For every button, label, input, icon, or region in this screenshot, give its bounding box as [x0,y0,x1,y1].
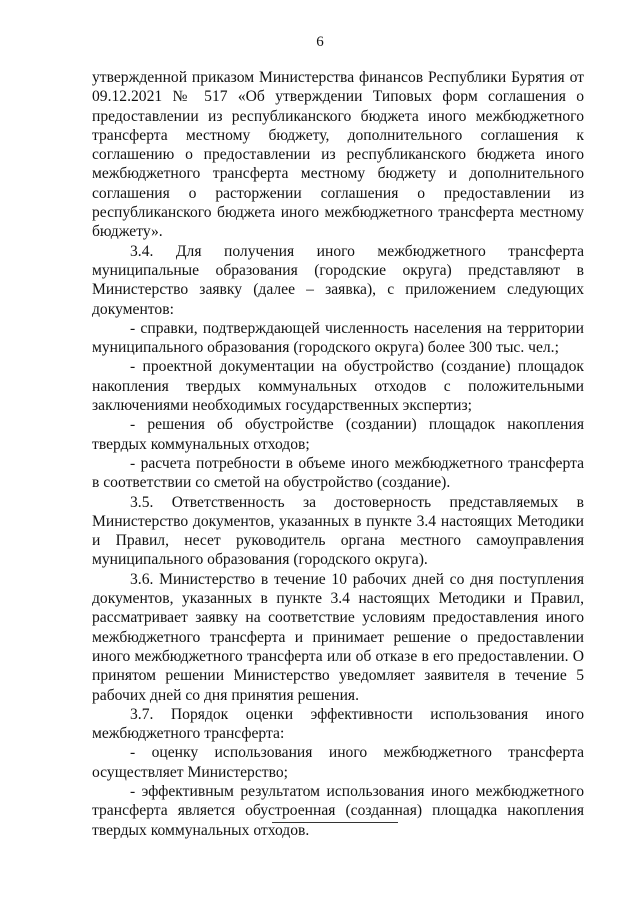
end-of-document-rule [272,822,398,823]
paragraph-continuation: утвержденной приказом Министерства финансов Республики Бурятия от 09.12.2021 № 517 «Об утверждении Типовых форм соглашения о предоставлении из республиканского бюджета иного межбюджетного трансферта местному бюджету, дополнительного соглашения к соглашению о предоставлении из республиканского бюджета иного межбюджетного трансферта местному бюджету и дополнительного соглашения о расторжении соглашения о предоставлении из республиканского бюджета иного межбюджетного трансферта местному бюджету». [92,69,584,241]
list-item-project-documentation: - проектной документации на обустройство (создание) площадок накопления твердых коммунальных отходов с положительными заключениями необходимых государственных экспертиз; [92,358,584,415]
list-item-need-calculation: - расчета потребности в объеме иного межбюджетного трансферта в соответствии со сметой на обустройство (создание). [92,454,584,492]
page-number: 6 [316,34,324,50]
list-item-site-decision: - решения об обустройстве (создании) площадок накопления твердых коммунальных отходов; [92,416,584,453]
paragraph-3-4: 3.4. Для получения иного межбюджетного трансферта муниципальные образования (городские округа) представляют в Министерство заявку (далее – заявка), с приложением следующих документов: [92,242,584,318]
paragraph-3-7: 3.7. Порядок оценки эффективности использования иного межбюджетного трансферта: [92,705,584,743]
list-item-evaluation-performer: - оценку использования иного межбюджетного трансферта осуществляет Министерство; [92,744,584,781]
paragraph-3-5: 3.5. Ответственность за достоверность представляемых в Министерство документов, указанных в пункте 3.4 настоящих Методики и Правил, несет руководитель органа местного самоуправления муниципального образования (городского округа). [92,493,584,569]
paragraph-3-6: 3.6. Министерство в течение 10 рабочих дней со дня поступления документов, указанных в пункте 3.4 настоящих Методики и Правил, рассматривает заявку на соответствие условиям предоставления иного межбюджетного трансферта и принимает решение о предоставлении иного межбюджетного трансферта или об отказе в его предоставлении. О принятом решении Министерство уведомляет заявителя в течение 5 рабочих дней со дня принятия решения. [92,570,584,704]
list-item-effective-result: - эффективным результатом использования иного межбюджетного трансферта является обустроенная (созданная) площадка накопления твердых коммунальных отходов. [92,782,584,839]
document-body [92,68,584,840]
list-item-population-certificate: - справки, подтверждающей численность населения на территории муниципального образования (городского округа) более 300 тыс. чел.; [92,319,584,357]
